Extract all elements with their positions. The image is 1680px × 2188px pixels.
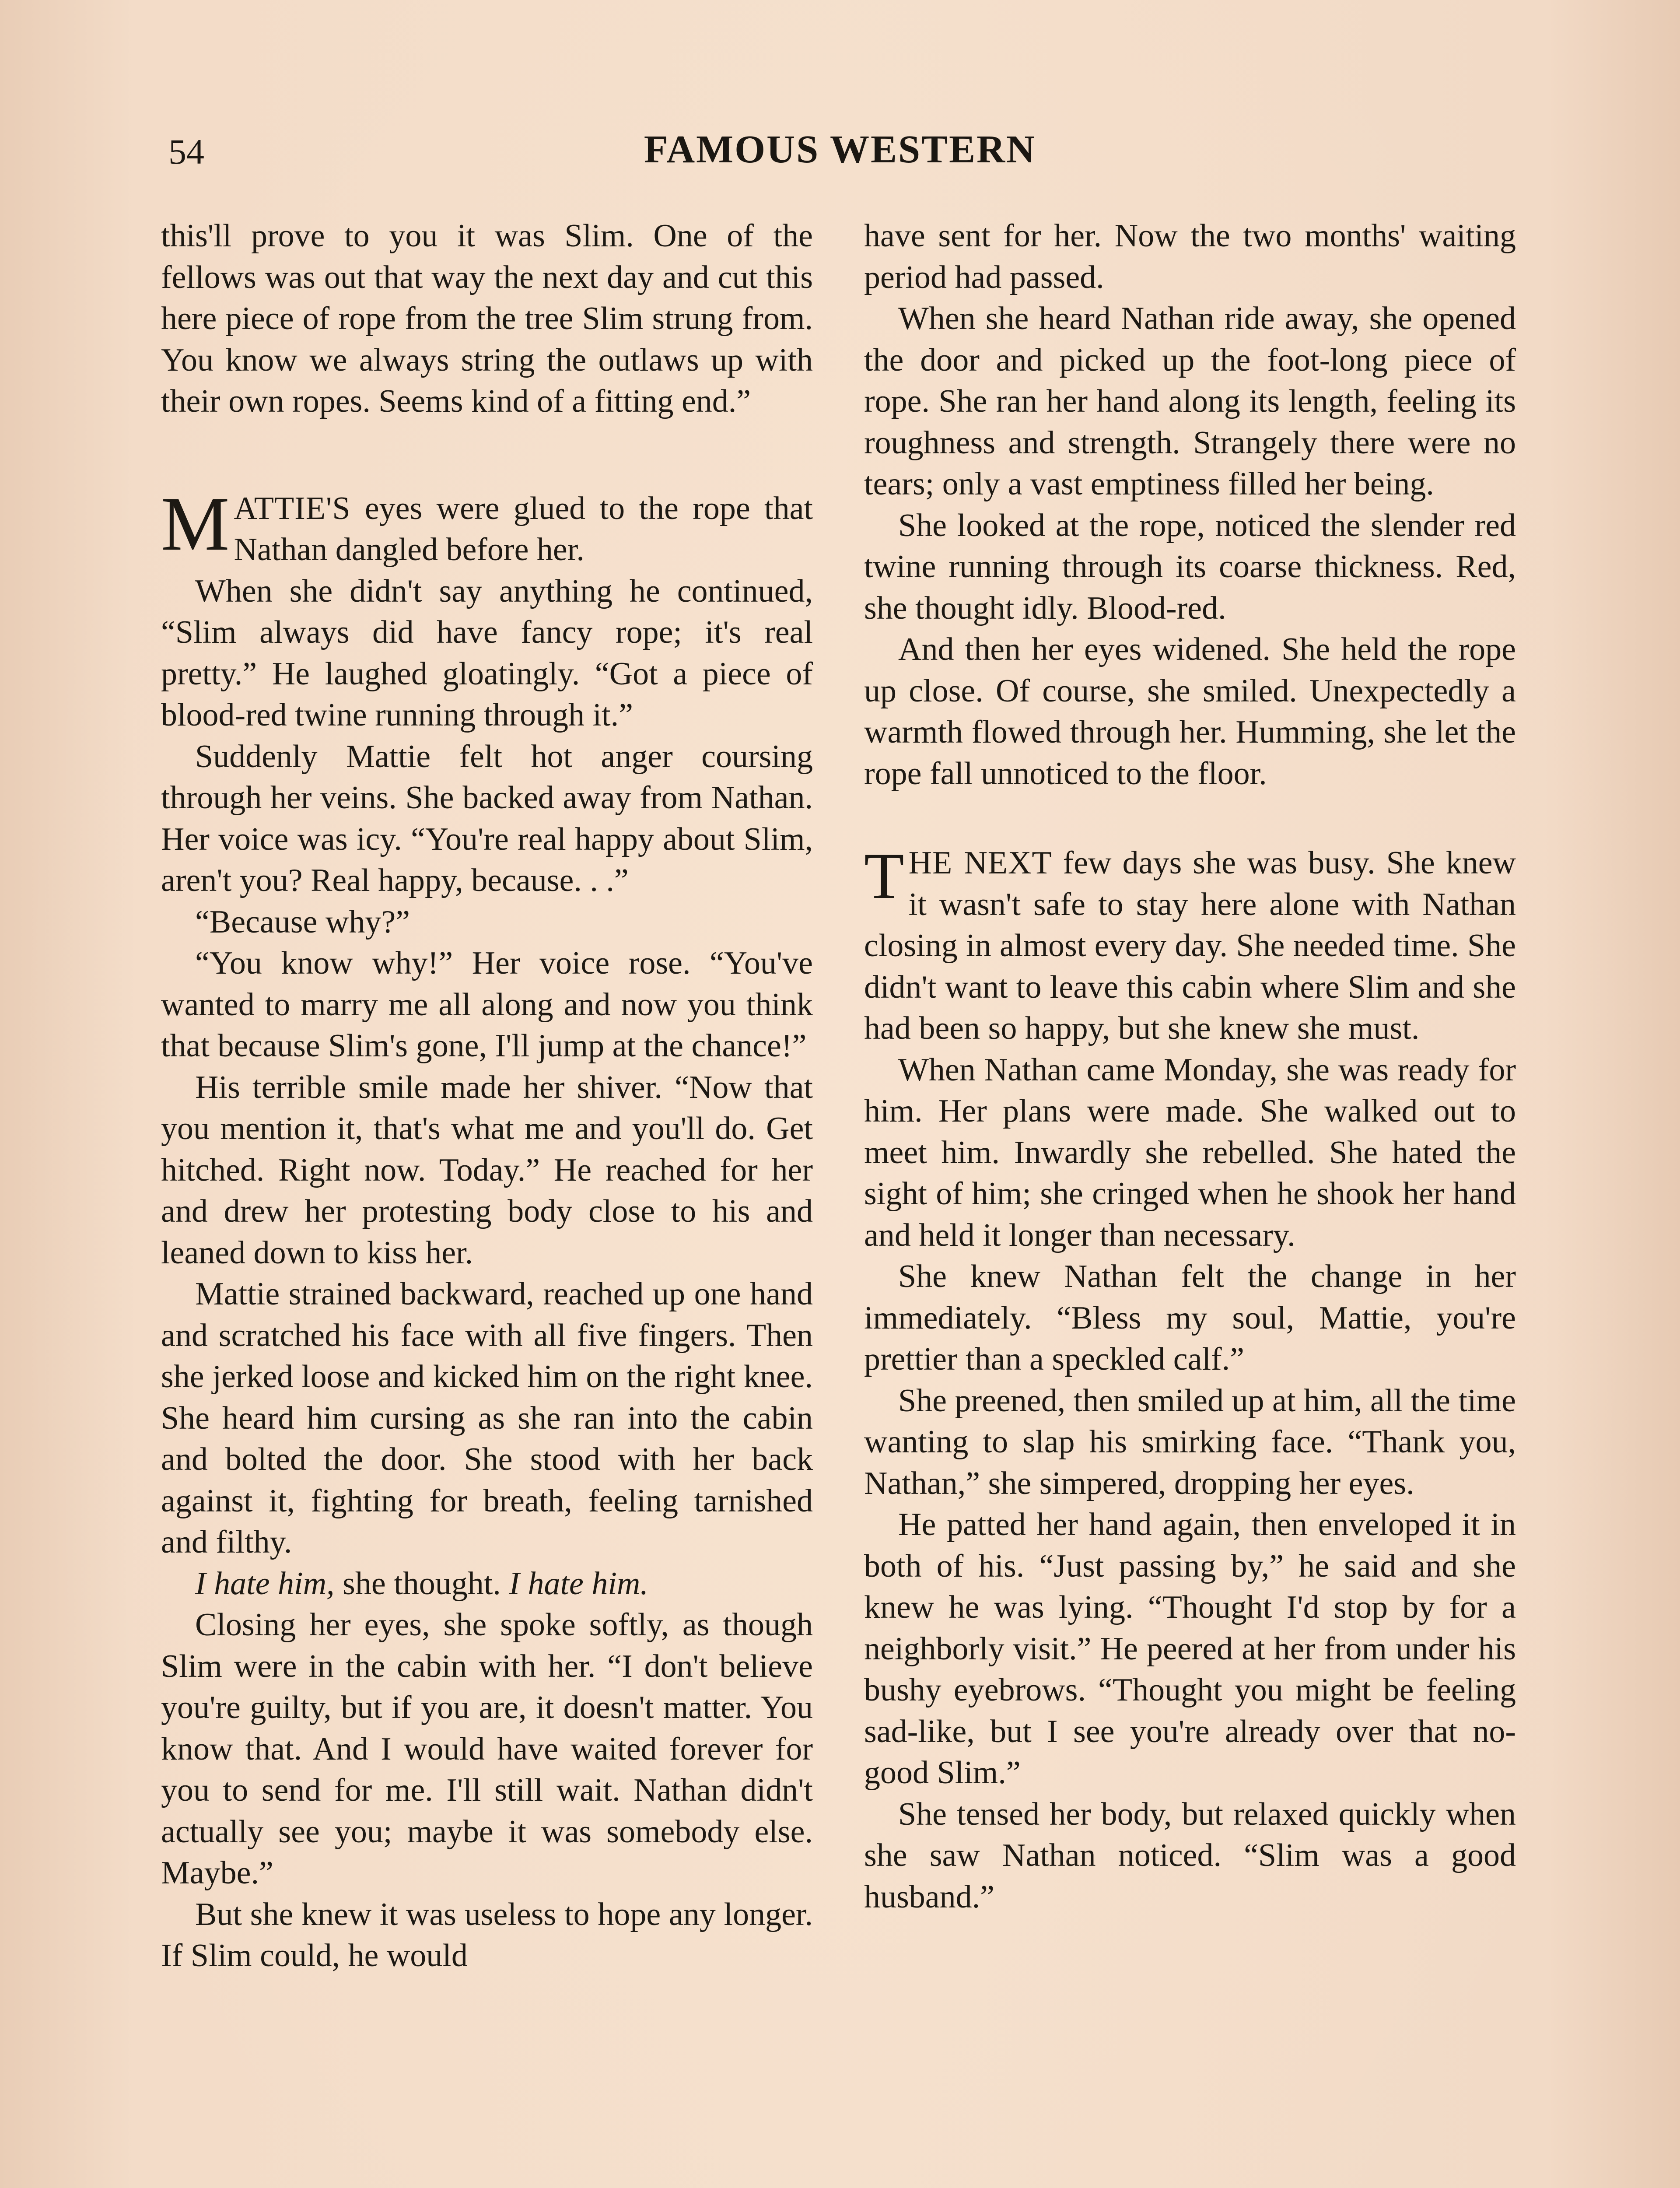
drop-cap: M <box>161 481 230 567</box>
magazine-title: FAMOUS WESTERN <box>644 128 1036 171</box>
right-column <box>864 215 1516 1918</box>
paragraph: She preened, then smiled up at him, all the time wanting to slap his smirking face. “Thank you, Nathan,” she simpered, dropping her eyes. <box>864 1382 1516 1501</box>
paragraph: have sent for her. Now the two months' waiting period had passed. <box>864 218 1516 295</box>
paragraph: When she didn't say anything he continued, “Slim always did have fancy rope; it's real pretty.” He laughed gloatingly. “Got a piece of blood-red twine running through it.” <box>161 573 813 733</box>
drop-cap: T <box>864 840 904 912</box>
italic-thought: I hate him. <box>509 1565 648 1602</box>
paragraph: She looked at the rope, noticed the slender red twine running through its coarse thickness. Red, she thought idly. Blood-red. <box>864 507 1516 626</box>
paragraph: When Nathan came Monday, she was ready for him. Her plans were made. She walked out to meet him. Inwardly she rebelled. She hated the sight of him; she cringed when he shook her hand and held it longer than necessary. <box>864 1052 1516 1253</box>
paragraph-text: she thought. <box>334 1565 509 1602</box>
paragraph-text: few days she was busy. She knew it wasn't safe to stay here alone with Nathan closing in almost every day. She needed time. She didn't want to leave this cabin where Slim and she had been so happy, but she knew she must. <box>864 845 1516 1046</box>
lead-in: ATTIE'S <box>234 490 351 526</box>
paragraph: “Because why?” <box>195 904 410 940</box>
paragraph: Closing her eyes, she spoke softly, as though Slim were in the cabin with her. “I don't believe you're guilty, but if you are, it doesn't matter. You know that. And I would have waited forever for you to send for me. I'll still wait. Nathan didn't actually see you; maybe it was somebody else. Maybe.” <box>161 1607 813 1891</box>
left-column <box>161 215 813 1977</box>
paragraph: When she heard Nathan ride away, she opened the door and picked up the foot-long piece of rope. She ran her hand along its length, feeling its roughness and strength. Strangely there were no tears; only a vast emptiness filled her being. <box>864 301 1516 502</box>
paragraph: Suddenly Mattie felt hot anger coursing through her veins. She backed away from Nathan. Her voice was icy. “You're real happy about Slim, aren't you? Real happy, because. . .” <box>161 738 813 898</box>
paragraph-text: eyes were glued to the rope that Nathan dangled before her. <box>234 490 813 568</box>
section-start-paragraph <box>864 842 1516 1049</box>
paragraph: Mattie strained backward, reached up one hand and scratched his face with all five fingers. Then she jerked loose and kicked him on the right knee. She heard him cursing as she ran into the cabin and bolted the door. She stood with her back against it, fighting for breath, feeling tarnished and filthy. <box>161 1276 813 1560</box>
italic-thought: I hate him, <box>195 1565 335 1602</box>
paragraph: She tensed her body, but relaxed quickly when she saw Nathan noticed. “Slim was a good husband.” <box>864 1796 1516 1915</box>
paragraph <box>161 1563 813 1605</box>
paragraph: “You know why!” Her voice rose. “You've wanted to marry me all along and now you think that because Slim's gone, I'll jump at the chance!” <box>161 945 813 1064</box>
paragraph: But she knew it was useless to hope any longer. If Slim could, he would <box>161 1896 813 1974</box>
page-header <box>0 127 1680 179</box>
paragraph: She knew Nathan felt the change in her immediately. “Bless my soul, Mattie, you're prettier than a speckled calf.” <box>864 1259 1516 1377</box>
paragraph: this'll prove to you it was Slim. One of the fellows was out that way the next day and cut this here piece of rope from the tree Slim strung from. You know we always string the outlaws up with their own ropes. Seems kind of a fitting end.” <box>161 218 813 419</box>
page-number: 54 <box>168 132 204 172</box>
paragraph: His terrible smile made her shiver. “Now that you mention it, that's what me and you'll do. Get hitched. Right now. Today.” He reached for her and drew her protesting body close to his and leaned down to kiss her. <box>161 1069 813 1271</box>
paragraph: And then her eyes widened. She held the rope up close. Of course, she smiled. Unexpectedly a warmth flowed through her. Humming, she let the rope fall unnoticed to the floor. <box>864 631 1516 792</box>
paragraph: He patted her hand again, then enveloped it in both of his. “Just passing by,” he said and she knew he was lying. “Thought I'd stop by for a neighborly visit.” He peered at her from under his bushy eyebrows. “Thought you might be feeling sad-like, but I see you're already over that no-good Slim.” <box>864 1507 1516 1791</box>
section-start-paragraph <box>161 481 813 571</box>
lead-in: HE NEXT <box>908 845 1052 881</box>
